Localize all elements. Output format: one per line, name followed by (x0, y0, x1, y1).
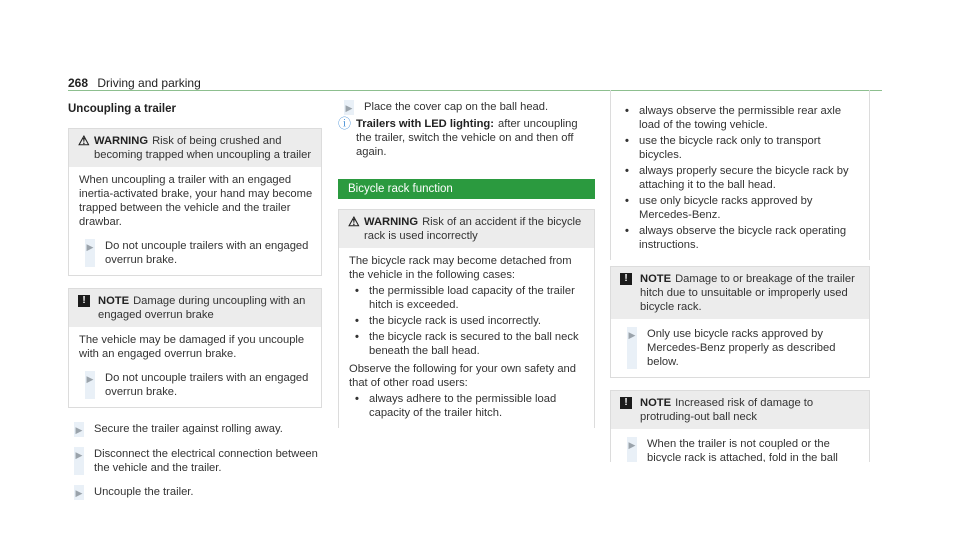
note-box (68, 288, 322, 408)
warning-head: Risk of an accident if the bicycle rack is used incorrectly (364, 216, 582, 242)
list-item (349, 314, 586, 328)
step-cover-cap (338, 100, 595, 115)
step-arrow-icon: ▶ (344, 100, 354, 115)
step-arrow-icon: ▶ (74, 447, 84, 475)
bullet-icon: • (355, 331, 359, 343)
note-head: Increased risk of damage to protruding-out ball neck (640, 397, 814, 423)
info-text (356, 117, 595, 159)
warning-header (69, 129, 321, 167)
warning-body-text: When uncoupling a trailer with an engaged inertia-activated brake, your hand may become trapped between the vehicle and the trailer drawbar. (79, 174, 313, 228)
warning-box-bicycle (338, 209, 595, 428)
note-exclamation-icon: ! (620, 397, 632, 409)
info-note (338, 117, 595, 159)
note-head: Damage to or breakage of the trailer hitch due to unsuitable or improperly used bicycle rack. (640, 273, 855, 313)
note-label: NOTE (640, 397, 672, 409)
column-1 (68, 102, 322, 500)
list-item-text: use only bicycle racks approved by Mercedes-Benz. (639, 195, 813, 221)
list-item-text: always properly secure the bicycle rack by attaching it to the ball head. (639, 165, 849, 191)
note-text (640, 396, 861, 424)
list-item (619, 164, 861, 192)
bullet-icon: • (625, 135, 629, 147)
note-step (79, 371, 313, 399)
note-exclamation-icon: ! (78, 295, 90, 307)
list-item (619, 134, 861, 162)
list-item (619, 194, 861, 222)
info-label: Trailers with LED lighting: (356, 118, 494, 130)
note-body (69, 327, 321, 407)
list-item (349, 284, 586, 312)
note-box-2 (610, 390, 870, 462)
subsection-bar: Bicycle rack function (338, 179, 595, 199)
list-item (619, 224, 861, 252)
step-text: Secure the trailer against rolling away. (94, 423, 283, 435)
note-step-text: Do not uncouple trailers with an engaged overrun brake. (105, 372, 309, 398)
note-label: NOTE (98, 295, 130, 307)
note-exclamation-icon: ! (620, 273, 632, 285)
step-text: Uncouple the trailer. (94, 486, 194, 498)
note-header (69, 289, 321, 327)
step-3 (68, 485, 322, 500)
warning-continuation (610, 90, 870, 260)
note-step (621, 327, 861, 369)
step-arrow-icon: ▶ (85, 371, 95, 399)
bullet-icon: • (625, 225, 629, 237)
note-header (611, 267, 869, 319)
step-arrow-icon: ▶ (627, 327, 637, 369)
list-item-text: always observe the bicycle rack operating instructions. (639, 225, 847, 251)
column-3 (610, 90, 870, 462)
bullet-icon: • (625, 195, 629, 207)
warning-text (364, 215, 586, 243)
bullet-icon: • (625, 105, 629, 117)
warning-label: WARNING (364, 216, 419, 228)
page-number: 268 (68, 76, 89, 90)
warning-body (339, 248, 594, 428)
bullet-icon: • (625, 165, 629, 177)
warning-triangle-icon: ⚠ (348, 214, 360, 229)
list-item-text: always adhere to the permissible load capacity of the trailer hitch. (369, 393, 557, 419)
bullet-icon: • (355, 285, 359, 297)
warning-header (339, 210, 594, 248)
step-arrow-icon: ▶ (74, 485, 84, 500)
warning-body (69, 167, 321, 275)
list-item-text: the bicycle rack is used incorrectly. (369, 315, 542, 327)
step-text: Place the cover cap on the ball head. (364, 101, 549, 113)
info-body: after uncoupling the trailer, switch the vehicle on and then off again. (356, 118, 578, 158)
note-step (621, 437, 861, 462)
note-body (611, 429, 869, 462)
list-item-text: the bicycle rack is secured to the ball neck beneath the ball head. (369, 331, 579, 357)
note-label: NOTE (640, 273, 672, 285)
step-arrow-icon: ▶ (627, 437, 637, 462)
step-arrow-icon: ▶ (85, 239, 95, 267)
list-item (349, 392, 586, 420)
list-item (349, 330, 586, 358)
section-title: Driving and parking (97, 76, 201, 90)
note-step-text: Only use bicycle racks approved by Mercedes-Benz properly as described below. (647, 328, 836, 368)
list-item-text: use the bicycle rack only to transport bicycles. (639, 135, 821, 161)
warning-intro: The bicycle rack may become detached from the vehicle in the following cases: (349, 255, 572, 281)
note-step-text: When the trailer is not coupled or the bicycle rack is attached, fold in the ball (647, 438, 838, 462)
warning-outro: Observe the following for your own safety and that of other road users: (349, 363, 576, 389)
warning-triangle-icon: ⚠ (78, 133, 90, 148)
warning-label: WARNING (94, 135, 149, 147)
bullet-icon: • (355, 393, 359, 405)
warning-head: Risk of being crushed and becoming trapped when uncoupling a trailer (94, 135, 312, 161)
note-head: Damage during uncoupling with an engaged overrun brake (98, 295, 306, 321)
warning-box (68, 128, 322, 276)
note-body (611, 319, 869, 377)
warning-step-text: Do not uncouple trailers with an engaged overrun brake. (105, 240, 309, 266)
warning-step (79, 239, 313, 267)
list-item-text: always observe the permissible rear axle load of the towing vehicle. (639, 105, 842, 131)
note-box-1 (610, 266, 870, 378)
note-text (98, 294, 313, 322)
column-2 (338, 100, 595, 428)
warning-text (94, 134, 313, 162)
section-heading: Uncoupling a trailer (68, 103, 176, 115)
step-2 (68, 447, 322, 475)
note-body-text: The vehicle may be damaged if you uncouple with an engaged overrun brake. (79, 334, 305, 360)
step-arrow-icon: ▶ (74, 422, 84, 437)
step-text: Disconnect the electrical connection between the vehicle and the trailer. (94, 448, 318, 474)
bullet-icon: • (355, 315, 359, 327)
list-item (619, 104, 861, 132)
step-1 (68, 422, 322, 437)
note-header (611, 391, 869, 429)
note-text (640, 272, 861, 314)
list-item-text: the permissible load capacity of the trailer hitch is exceeded. (369, 285, 575, 311)
info-icon: ⓘ (338, 116, 352, 131)
page-header (68, 76, 201, 90)
